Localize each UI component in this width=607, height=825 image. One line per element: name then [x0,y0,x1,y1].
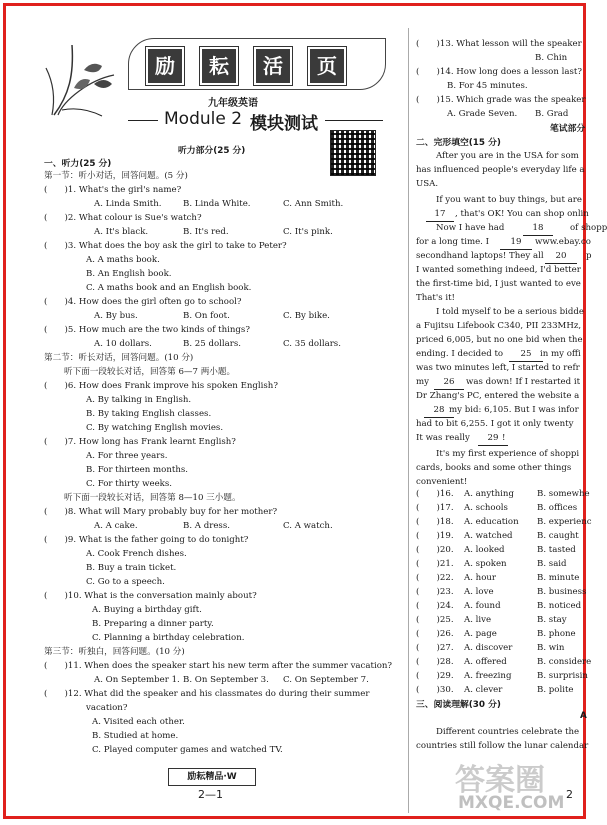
option-number-30: ( )30. [416,685,454,695]
title-char-1: 励 [146,47,184,85]
option-a-23: A. love [464,587,494,597]
q15-c: B. Grad [535,109,569,119]
option-b-26: B. phone [537,629,576,639]
passage-line-6: of shopp [570,223,607,233]
qr-code[interactable] [330,130,376,176]
option-number-17: ( )17. [416,503,454,513]
option-b-17: B. offices [537,503,578,513]
written-part: 笔试部分 [550,124,586,134]
passage-line-10: p [586,251,592,261]
left-line-25: C. By watching English movies. [86,423,224,433]
passage-line-7: for a long time. I [416,237,490,247]
option-a-25: A. live [464,615,492,625]
passage-line-11: I wanted something indeed, I'd better [416,265,581,275]
passage-line-25: It was really [416,433,470,443]
left-line-6: B. It's red. [183,227,229,237]
left-line-33: B. A dress. [183,521,230,531]
passage-line-20: my [416,377,430,387]
passage-line-22: Dr Zhang's PC, entered the website a [416,391,580,401]
passage-line-16: priced 6,005, but no one bid when the [416,335,583,345]
cloze-blank-20[interactable]: 20 [545,249,577,264]
option-number-28: ( )28. [416,657,454,667]
option-a-28: A. offered [464,657,507,667]
left-line-32: A. A cake. [94,521,138,531]
option-number-19: ( )19. [416,531,454,541]
option-a-20: A. looked [464,545,505,555]
passage-line-26: ! [502,433,506,443]
left-line-23: A. By talking in English. [86,395,192,405]
left-line-13: A. By bus. [94,311,138,321]
q13: ( )13. What lesson will the speaker [416,39,582,49]
option-number-16: ( )16. [416,489,454,499]
passage-line-9: secondhand laptops! They all [416,251,544,261]
left-line-3: C. Ann Smith. [283,199,344,209]
option-a-21: A. spoken [464,559,507,569]
option-number-18: ( )18. [416,517,454,527]
passage-line-14: I told myself to be a serious bidde [436,307,584,317]
left-line-40: A. Buying a birthday gift. [92,605,202,615]
option-b-23: B. business [537,587,587,597]
cloze-blank-18[interactable]: 18 [523,221,553,236]
left-line-12: ( )4. How does the girl often go to school? [44,297,242,307]
left-line-14: B. On foot. [183,311,230,321]
subtitle: 九年级英语 [208,98,258,109]
option-b-16: B. somewhe [537,489,590,499]
passage-line-2: USA. [416,179,439,189]
left-line-46: B. On September 3. [183,675,269,685]
option-b-21: B. said [537,559,567,569]
left-line-21: 听下面一段较长对话，回答第 6—7 两小题。 [64,367,236,377]
passage-line-12: the first-time bid, I just wanted to eve [416,279,581,289]
option-b-29: B. surprisin [537,671,588,681]
rule-right [325,120,383,121]
passage-line-3: If you want to buy things, but are [436,195,582,205]
q13-b: B. Chin [535,53,568,63]
passage-line-23: my bid: 6,105. But I was infor [449,405,579,415]
option-a-22: A. hour [464,573,497,583]
option-b-20: B. tasted [537,545,576,555]
module-title-cn: 模块测试 [250,114,318,134]
option-a-29: A. freezing [464,671,512,681]
watermark: 答案圈 [455,763,545,798]
left-line-11: C. A maths book and an English book. [86,283,252,293]
passage-a-label: A [580,711,587,721]
left-line-50: A. Visited each other. [92,717,185,727]
left-line-38: C. Go to a speech. [86,577,165,587]
left-line-4: ( )2. What colour is Sue's watch? [44,213,202,223]
passage-line-17: ending. I decided to [416,349,504,359]
left-line-43: 第三节：听独白，回答问题。(10 分) [44,647,185,657]
option-a-18: A. education [464,517,519,527]
left-line-27: A. For three years. [86,451,168,461]
left-line-35: ( )9. What is the father going to do tonight? [44,535,249,545]
orchid-illustration [44,40,126,120]
option-number-21: ( )21. [416,559,454,569]
left-line-41: B. Preparing a dinner party. [92,619,214,629]
module-title: Module 2 [164,109,243,129]
left-line-24: B. By taking English classes. [86,409,212,419]
rule-left [128,120,158,121]
left-line-18: B. 25 dollars. [183,339,241,349]
passage-line-18: in my offi [540,349,581,359]
reading-line-1: Different countries celebrate the [436,727,580,737]
passage-line-19: was two minutes left, I started to refr [416,363,580,373]
title-char-3: 活 [254,47,292,85]
title-char-2: 耘 [200,47,238,85]
listening-part: 听力部分(25 分) [178,146,246,156]
left-line-5: A. It's black. [94,227,149,237]
left-line-17: A. 10 dollars. [94,339,152,349]
left-line-7: C. It's pink. [283,227,333,237]
passage-line-13: That's it! [416,293,456,303]
left-line-28: B. For thirteen months. [86,465,189,475]
left-line-19: C. 35 dollars. [283,339,341,349]
left-line-42: C. Planning a birthday celebration. [92,633,245,643]
option-a-24: A. found [464,601,501,611]
watermark-url: MXQE.COM [458,793,565,813]
left-line-29: C. For thirty weeks. [86,479,172,489]
left-line-34: C. A watch. [283,521,333,531]
option-b-30: B. polite [537,685,574,695]
section-1-part-1: 第一节：听小对话，回答问题。(5 分) [44,171,188,181]
column-divider [408,28,409,813]
passage-line-5: Now I have had [436,223,505,233]
left-line-44: ( )11. When does the speaker start his new term after the summer vacation? [44,661,393,671]
publisher-badge: 励耘精品·W [168,768,256,786]
left-line-36: A. Cook French dishes. [86,549,187,559]
option-b-22: B. minute [537,573,580,583]
left-line-52: C. Played computer games and watched TV. [92,745,283,755]
left-line-37: B. Buy a train ticket. [86,563,177,573]
q14-b: B. For 45 minutes. [447,81,528,91]
section-3-heading: 三、阅读理解(30 分) [416,700,501,710]
passage-line-0: After you are in the USA for som [436,151,579,161]
passage-line-29: convenient! [416,477,468,487]
section-1-heading: 一、听力(25 分) [44,159,112,169]
option-b-27: B. win [537,643,565,653]
left-line-26: ( )7. How long has Frank learnt English? [44,437,236,447]
option-a-17: A. schools [464,503,508,513]
title-char-4: 页 [308,47,346,85]
option-b-19: B. caught [537,531,579,541]
left-line-8: ( )3. What does the boy ask the girl to take to Peter? [44,241,287,251]
passage-line-24: had to bit 6,255. I got it only twenty [416,419,574,429]
cloze-blank-28[interactable]: 28 [424,403,454,418]
q15: ( )15. Which grade was the speaker [416,95,586,105]
passage-line-27: It's my first experience of shoppi [436,449,580,459]
page-number: 2—1 [198,788,223,801]
cloze-blank-29[interactable]: 29 [478,431,508,446]
left-line-49: vacation? [86,703,128,713]
left-line-15: C. By bike. [283,311,330,321]
left-line-48: ( )12. What did the speaker and his classmates do during their summer [44,689,370,699]
option-number-20: ( )20. [416,545,454,555]
option-a-26: A. page [464,629,497,639]
left-line-47: C. On September 7. [283,675,369,685]
left-line-22: ( )6. How does Frank improve his spoken English? [44,381,278,391]
option-a-19: A. watched [464,531,513,541]
left-line-10: B. An English book. [86,269,172,279]
option-number-24: ( )24. [416,601,454,611]
option-b-24: B. noticed [537,601,582,611]
passage-line-1: has influenced people's everyday life a [416,165,585,175]
option-a-27: A. discover [464,643,513,653]
option-number-23: ( )23. [416,587,454,597]
passage-line-8: www.ebay.co [535,237,591,247]
left-line-9: A. A maths book. [86,255,160,265]
passage-line-15: a Fujitsu Lifebook C340, PII 233MHz, [416,321,582,331]
passage-line-28: cards, books and some other things [416,463,572,473]
q15-a: A. Grade Seven. [447,109,518,119]
option-b-18: B. experienc [537,517,592,527]
option-b-25: B. stay [537,615,567,625]
left-line-20: 第二节：听长对话，回答问题。(10 分) [44,353,194,363]
option-number-27: ( )27. [416,643,454,653]
left-line-39: ( )10. What is the conversation mainly about? [44,591,257,601]
option-number-22: ( )22. [416,573,454,583]
left-line-45: A. On September 1. [94,675,180,685]
option-b-28: B. considere [537,657,592,667]
cloze-blank-19[interactable]: 19 [500,235,532,250]
reading-line-2: countries still follow the lunar calendar [416,741,589,751]
option-number-26: ( )26. [416,629,454,639]
left-line-2: B. Linda White. [183,199,251,209]
option-number-25: ( )25. [416,615,454,625]
option-a-16: A. anything [464,489,514,499]
left-line-51: B. Studied at home. [92,731,179,741]
passage-line-21: was down! If I restarted it [466,377,581,387]
section-2-heading: 二、完形填空(15 分) [416,138,501,148]
page-number-right: 2 [566,788,573,801]
option-number-29: ( )29. [416,671,454,681]
left-line-31: ( )8. What will Mary probably buy for her mother? [44,507,278,517]
cloze-blank-17[interactable]: 17 [426,207,454,222]
option-a-30: A. clever [464,685,503,695]
left-line-0: ( )1. What's the girl's name? [44,185,182,195]
cloze-blank-26[interactable]: 26 [434,375,464,390]
left-line-30: 听下面一段较长对话，回答第 8—10 三小题。 [64,493,241,503]
passage-line-4: , that's OK! You can shop onlin [455,209,589,219]
cloze-blank-25[interactable]: 25 [509,347,543,362]
left-line-1: A. Linda Smith. [94,199,162,209]
left-line-16: ( )5. How much are the two kinds of things? [44,325,250,335]
q14: ( )14. How long does a lesson last? [416,67,582,77]
